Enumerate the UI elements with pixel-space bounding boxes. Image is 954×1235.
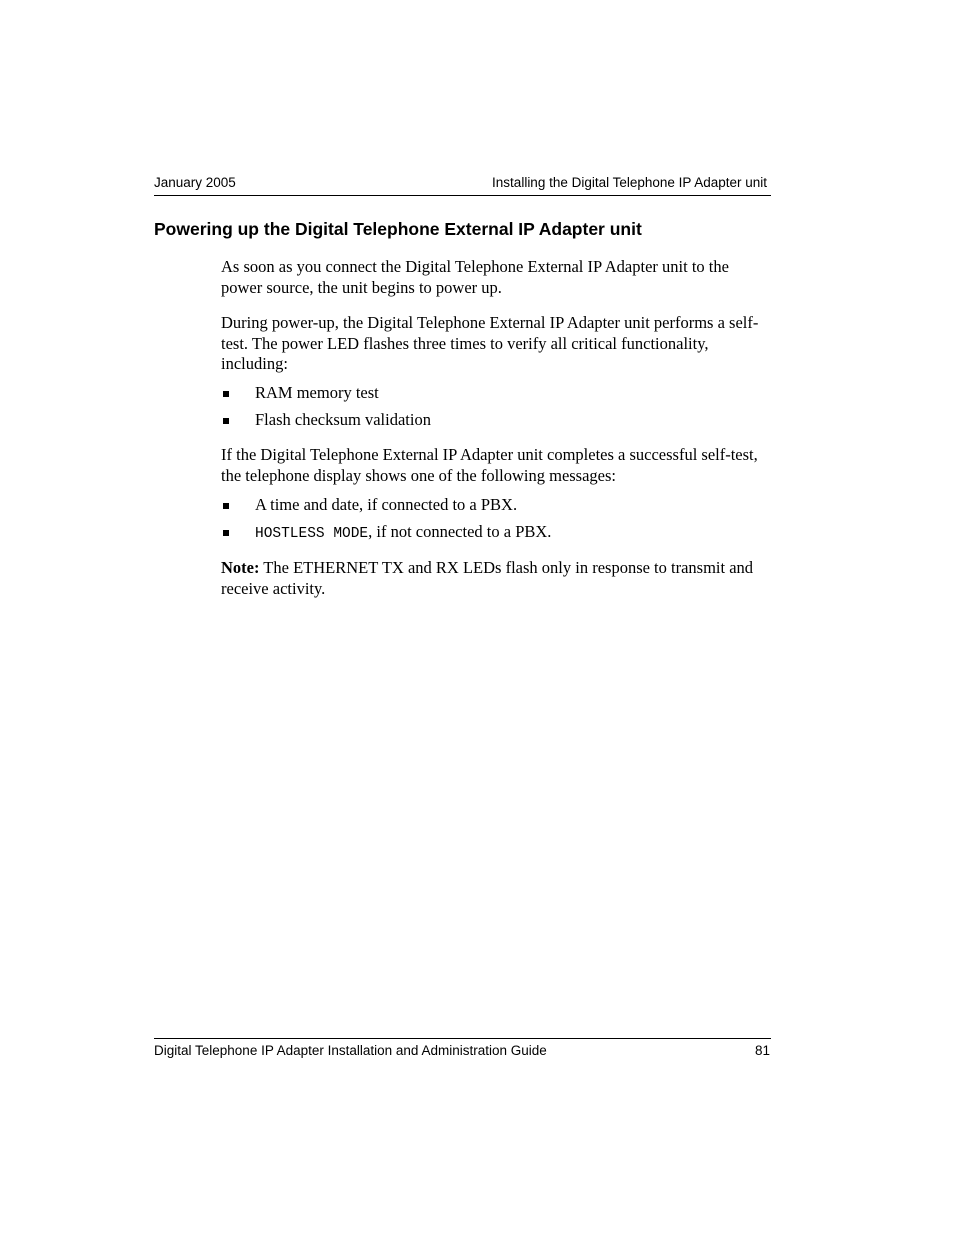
page-footer xyxy=(154,1038,771,1063)
header-chapter-title: Installing the Digital Telephone IP Adapter unit xyxy=(492,175,767,190)
list-item xyxy=(221,410,773,437)
bullet-square-icon xyxy=(223,391,229,397)
note-text: The ETHERNET TX and RX LEDs flash only in response to transmit and receive activity. xyxy=(221,558,754,598)
hostless-mode-code: HOSTLESS MODE xyxy=(255,526,369,542)
bullet-square-icon xyxy=(223,418,229,424)
list-item-text: Flash checksum validation xyxy=(255,410,431,429)
paragraph-power-source: As soon as you connect the Digital Telephone External IP Adapter unit to the power source, the unit begins to power up. xyxy=(221,257,729,297)
message-list xyxy=(221,495,773,549)
paragraph-display-messages: If the Digital Telephone External IP Adapter unit completes a successful self-test, the telephone display shows one of the following messages: xyxy=(221,445,758,485)
list-item xyxy=(221,495,773,522)
bullet-square-icon xyxy=(223,503,229,509)
note-paragraph xyxy=(221,558,773,599)
list-item-text: A time and date, if connected to a PBX. xyxy=(255,495,518,514)
list-item xyxy=(221,522,773,549)
paragraph-self-test: During power-up, the Digital Telephone External IP Adapter unit performs a self-test. The power LED flashes three times to verify all critical functionality, including: xyxy=(221,313,759,374)
bullet-square-icon xyxy=(223,530,229,536)
section-title: Powering up the Digital Telephone External IP Adapter unit xyxy=(154,219,642,239)
page-number: 81 xyxy=(754,1043,770,1058)
footer-guide-title: Digital Telephone IP Adapter Installation and Administration Guide xyxy=(154,1043,547,1058)
note-label: Note: xyxy=(221,558,260,577)
list-item xyxy=(221,383,773,410)
page-header xyxy=(154,174,771,196)
list-item-text: RAM memory test xyxy=(255,383,379,402)
self-test-list xyxy=(221,383,773,437)
header-date: January 2005 xyxy=(154,175,236,190)
list-item-text: , if not connected to a PBX. xyxy=(368,522,552,541)
